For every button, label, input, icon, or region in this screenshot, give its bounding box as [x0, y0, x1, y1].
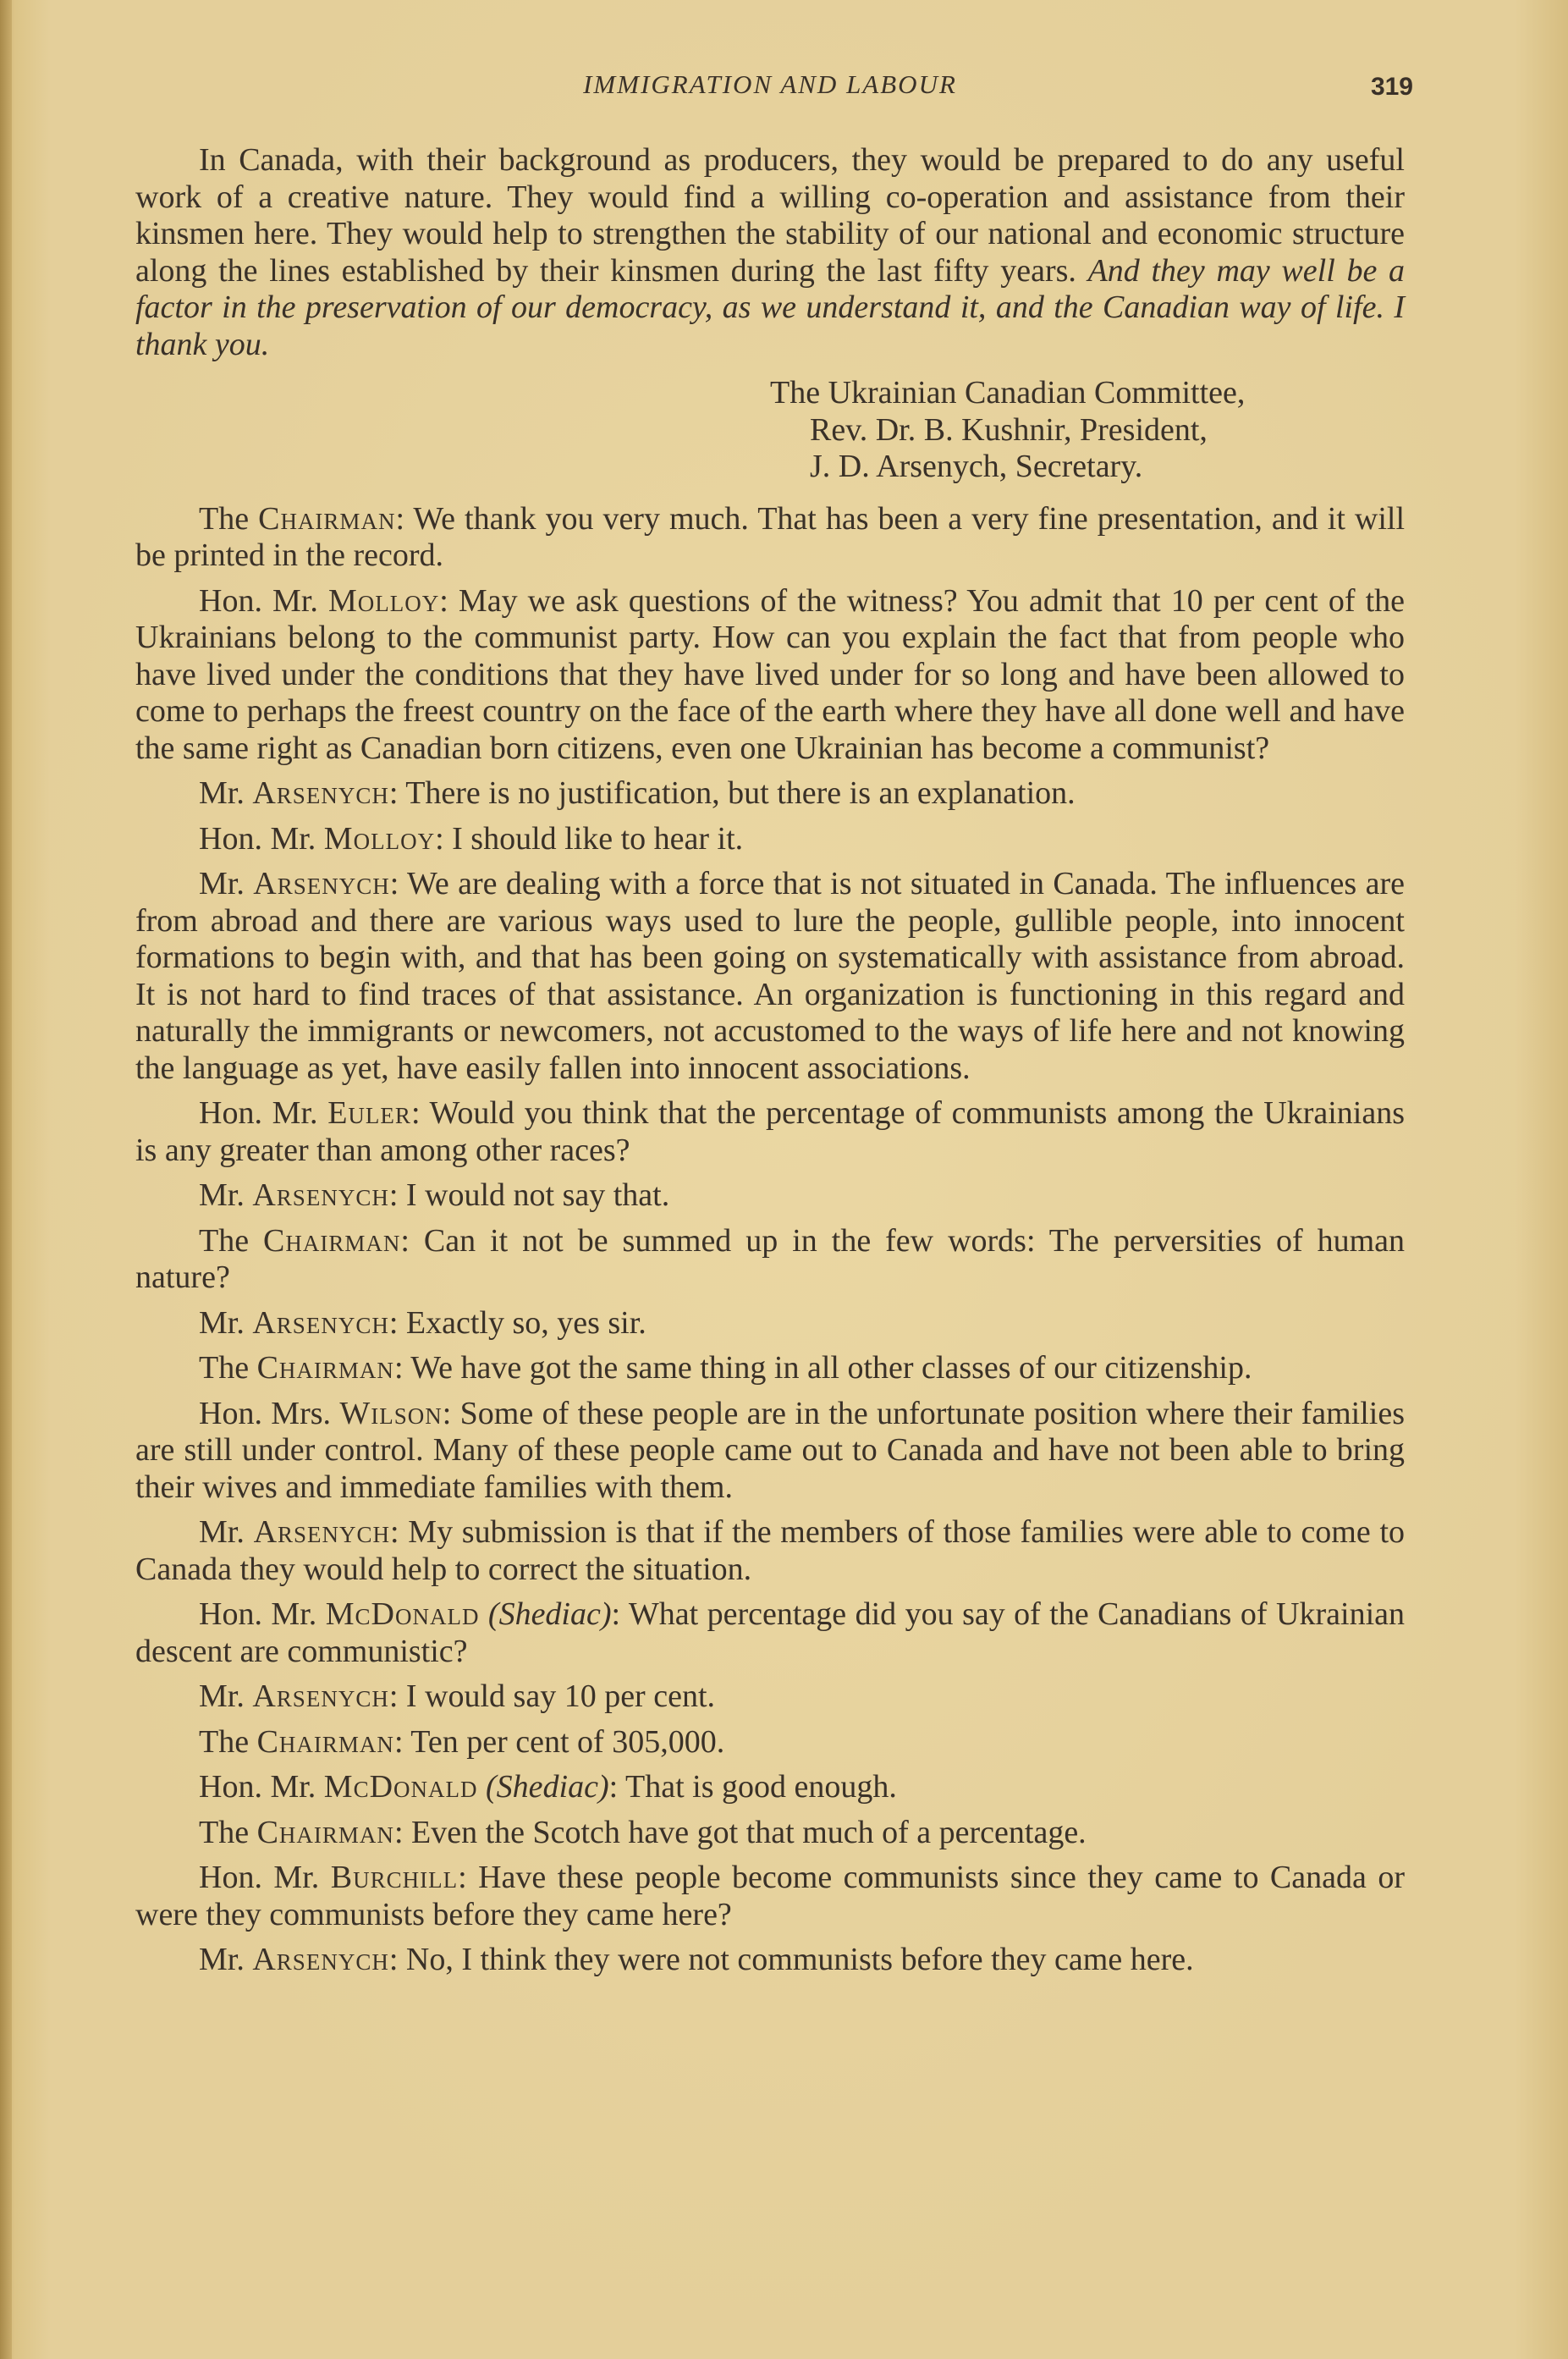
speaker-name: Euler — [327, 1095, 411, 1131]
speaker-title: Mr. — [199, 1942, 253, 1977]
speaker-name: Arsenych — [252, 1304, 389, 1341]
exchange-paragraph — [135, 1095, 1405, 1169]
speaker-name: McDonald — [325, 1596, 480, 1632]
speech-text: : What percentage did you say of the Canadians of Ukrainian descent are communistic? — [135, 1596, 1405, 1669]
speaker-title: Mr. — [199, 1304, 253, 1341]
exchange-paragraph — [135, 1860, 1405, 1933]
speech-text: : Some of these people are in the unfortunate position where their families are still under control. Many of these people came out to Canada and have not been able to bring their wives and immediate families with them. — [135, 1395, 1405, 1505]
speaker-title: The — [199, 1222, 264, 1259]
exchange-paragraph — [135, 775, 1405, 813]
running-head: IMMIGRATION AND LABOUR — [583, 69, 957, 99]
speaker-name: Chairman — [258, 500, 396, 537]
exchange-paragraph — [135, 1350, 1405, 1387]
exchange-paragraph — [135, 1769, 1405, 1806]
speaker-name: Arsenych — [252, 775, 389, 811]
exchange-paragraph — [135, 1942, 1405, 1979]
speaker-title: Mr. — [199, 1177, 253, 1213]
signature-president: Rev. Dr. B. Kushnir, President, — [810, 411, 1208, 448]
speech-text: : My submission is that if the members of those families were able to come to Canada they would help to correct the situation. — [135, 1514, 1405, 1587]
speaker-name: Arsenych — [252, 1942, 389, 1977]
speech-text: : I would say 10 per cent. — [388, 1678, 716, 1714]
speaker-title: Mr. — [199, 1514, 254, 1550]
exchange-paragraph — [135, 1514, 1405, 1588]
speaker-name: Chairman — [256, 1814, 394, 1850]
exchange-paragraph — [135, 1724, 1405, 1761]
speaker-name: Chairman — [256, 1350, 394, 1386]
speaker-name: Chairman — [256, 1723, 394, 1760]
speaker-title: Hon. Mr. — [199, 1769, 324, 1805]
speaker-title: Hon. Mr. — [199, 582, 328, 619]
speech-text: : Ten per cent of 305,000. — [393, 1723, 725, 1760]
speaker-title: Mr. — [199, 866, 254, 901]
page-binding-edge — [0, 0, 12, 2359]
speaker-riding: (Shediac) — [479, 1596, 612, 1632]
speech-text: : That is good enough. — [608, 1769, 897, 1805]
exchange-paragraph — [135, 1596, 1405, 1670]
speaker-title: The — [199, 1814, 257, 1850]
exchange-paragraph — [135, 821, 1405, 858]
exchange-paragraph — [135, 1177, 1405, 1215]
testimony-exchanges — [135, 501, 1405, 1979]
exchange-paragraph — [135, 866, 1405, 1087]
speech-text: : We have got the same thing in all other classes of our citizenship. — [393, 1350, 1252, 1386]
page-number: 319 — [1370, 73, 1413, 101]
exchange-paragraph — [135, 1396, 1405, 1507]
speaker-name: Arsenych — [253, 1514, 391, 1550]
speaker-title: Hon. Mr. — [199, 820, 324, 857]
exchange-paragraph — [135, 1305, 1405, 1342]
speaker-title: Hon. Mrs. — [199, 1395, 340, 1431]
speaker-title: Hon. Mr. — [199, 1596, 326, 1632]
speaker-title: Hon. Mr. — [199, 1095, 328, 1131]
exchange-paragraph — [135, 1815, 1405, 1852]
speaker-name: Arsenych — [252, 1678, 389, 1714]
speech-text: : Have these people become communists since they came to Canada or were they communists before they came here? — [135, 1860, 1405, 1932]
speech-text: : I would not say that. — [388, 1177, 670, 1213]
speech-text: : Can it not be summed up in the few words: The perversities of human nature? — [135, 1222, 1406, 1295]
exchange-paragraph — [135, 583, 1405, 768]
speaker-riding: (Shediac) — [477, 1769, 609, 1805]
speaker-title: The — [199, 1350, 257, 1386]
speaker-name: Chairman — [263, 1222, 401, 1259]
speech-text: : Exactly so, yes sir. — [388, 1304, 646, 1341]
signature-committee: The Ukrainian Canadian Committee, — [770, 375, 1246, 411]
opening-italic-text: And they may well be a factor in the preservation of our democracy, as we understand it, and the Canadian way of life. I thank you. — [135, 252, 1405, 362]
exchange-paragraph — [135, 1223, 1405, 1297]
exchange-paragraph — [135, 501, 1405, 575]
speech-text: : Would you think that the percentage of communists among the Ukrainians is any greater than among other races? — [135, 1095, 1405, 1168]
speaker-name: Arsenych — [253, 866, 390, 901]
speech-text: : Even the Scotch have got that much of a percentage. — [393, 1814, 1087, 1850]
speech-text: : We are dealing with a force that is not situated in Canada. The influences are from abroad and there are various ways used to lure the people, gullible people, into innocent formations to begin with, and that has been going on systematically with assistance from abroad. It is not hard to find traces of that assistance. An organization is functioning in this regard and naturally the immigrants or newcomers, not accustomed to the ways of life here and not knowing the language as yet, have easily fallen into innocent associations. — [135, 866, 1405, 1086]
speaker-name: Arsenych — [252, 1177, 389, 1213]
signature-secretary: J. D. Arsenych, Secretary. — [810, 449, 1143, 484]
speech-text: : I should like to hear it. — [435, 820, 744, 857]
speaker-title: Mr. — [199, 1678, 253, 1714]
speaker-title: Mr. — [199, 775, 253, 811]
speaker-name: Molloy — [327, 582, 440, 619]
speaker-title: Hon. Mr. — [199, 1860, 331, 1895]
speaker-name: Wilson — [339, 1395, 443, 1431]
body-text — [135, 142, 1405, 1987]
speech-text: : May we ask questions of the witness? You admit that 10 per cent of the Ukrainians belong to the communist party. How can you explain the fact that from people who have lived under the conditions that they have lived under for so long and have been allowed to come to perhaps the freest country on the face of the earth where they have all done well and have the same right as Canadian born citizens, even one Ukrainian has become a communist? — [135, 582, 1405, 766]
opening-text: In Canada, with their background as producers, they would be prepared to do any useful work of a creative nature. They would find a willing co-operation and assistance from their kinsmen here. They would help to strengthen the stability of our national and economic structure along the lines established by their kinsmen during the last fifty years. — [135, 142, 1405, 289]
speaker-name: Burchill — [330, 1860, 459, 1895]
speaker-name: McDonald — [323, 1769, 478, 1805]
page-header — [135, 69, 1413, 112]
signature-block — [135, 375, 1405, 486]
speaker-name: Molloy — [323, 820, 436, 857]
speech-text: : No, I think they were not communists before they came here. — [388, 1942, 1194, 1977]
exchange-paragraph — [135, 1678, 1405, 1716]
speech-text: : There is no justification, but there is an explanation. — [388, 775, 1076, 811]
opening-paragraph — [135, 142, 1405, 363]
speaker-title: The — [199, 1723, 257, 1760]
speaker-title: The — [199, 500, 259, 537]
speech-text: : We thank you very much. That has been a very fine presentation, and it will be printed in the record. — [135, 500, 1406, 573]
